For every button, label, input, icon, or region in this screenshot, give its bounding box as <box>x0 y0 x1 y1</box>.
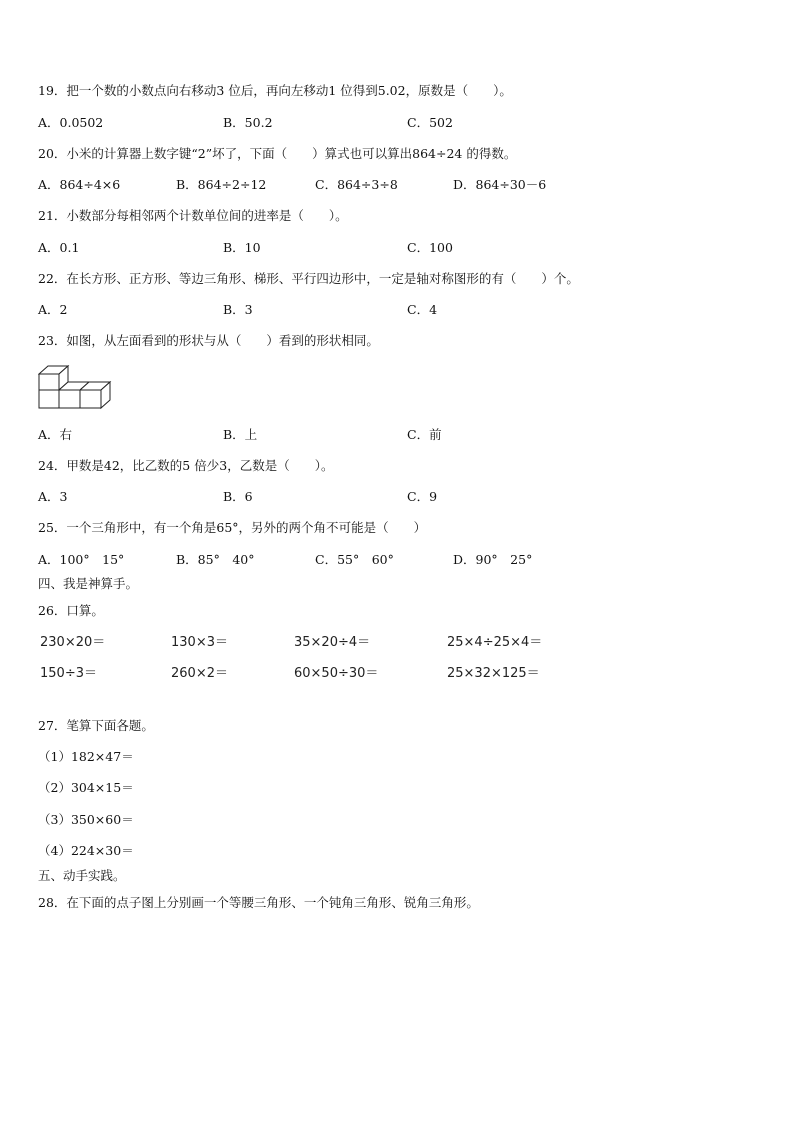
question-25: 25．一个三角形中，有一个角是65°，另外的两个角不可能是（ ） <box>38 520 427 535</box>
option-c: C．100 <box>407 240 453 255</box>
question-22: 22．在长方形、正方形、等边三角形、梯形、平行四边形中，一定是轴对称图形的有（ ）个。 <box>38 271 579 286</box>
cube-stack-figure <box>38 364 112 412</box>
oral-calc-8: 25×32×125＝ <box>447 666 540 681</box>
option-b: B．上 <box>223 427 258 442</box>
option-b: B．50.2 <box>223 115 273 130</box>
option-b: B．864÷2÷12 <box>176 177 267 192</box>
option-b: B．6 <box>223 489 253 504</box>
option-c: C．前 <box>407 427 442 442</box>
option-a: A．2 <box>38 302 68 317</box>
option-b: B．3 <box>223 302 253 317</box>
written-calc-3: （3）350×60＝ <box>38 812 134 827</box>
oral-calc-7: 60×50÷30＝ <box>294 666 379 681</box>
option-d: D．864÷30－6 <box>453 177 547 192</box>
question-20: 20．小米的计算器上数字键“2”坏了，下面（ ）算式也可以算出864÷24 的得数。 <box>38 146 517 161</box>
option-a: A．0.1 <box>38 240 80 255</box>
oral-calc-5: 150÷3＝ <box>40 666 97 681</box>
question-22-options <box>38 302 758 318</box>
option-c: C．55° 60° <box>315 552 394 567</box>
question-20-options <box>38 177 758 193</box>
question-23-options <box>38 427 758 443</box>
oral-calc-1: 230×20＝ <box>40 635 106 650</box>
option-d: D．90° 25° <box>453 552 533 567</box>
question-28: 28．在下面的点子图上分别画一个等腰三角形、一个钝角三角形、锐角三角形。 <box>38 895 479 910</box>
option-a: A．864÷4×6 <box>38 177 121 192</box>
question-26: 26．口算。 <box>38 603 104 618</box>
question-19: 19．把一个数的小数点向右移动3 位后，再向左移动1 位得到5.02，原数是（ ）。 <box>38 83 512 98</box>
option-c: C．4 <box>407 302 438 317</box>
written-calc-2: （2）304×15＝ <box>38 780 134 795</box>
written-calc-1: （1）182×47＝ <box>38 749 134 764</box>
option-c: C．9 <box>407 489 438 504</box>
question-24: 24．甲数是42，比乙数的5 倍少3，乙数是（ ）。 <box>38 458 334 473</box>
option-a: A．0.0502 <box>38 115 104 130</box>
option-a: A．3 <box>38 489 68 504</box>
question-21: 21．小数部分每相邻两个计数单位间的进率是（ ）。 <box>38 208 348 223</box>
option-a: A．右 <box>38 427 73 442</box>
question-27: 27．笔算下面各题。 <box>38 718 154 733</box>
oral-calc-4: 25×4÷25×4＝ <box>447 635 543 650</box>
option-a: A．100° 15° <box>38 552 125 567</box>
section-4-heading: 四、我是神算手。 <box>38 576 139 591</box>
option-b: B．85° 40° <box>176 552 255 567</box>
option-c: C．502 <box>407 115 453 130</box>
question-19-options <box>38 115 758 131</box>
option-c: C．864÷3÷8 <box>315 177 398 192</box>
oral-calc-6: 260×2＝ <box>171 666 228 681</box>
option-b: B．10 <box>223 240 261 255</box>
oral-calc-2: 130×3＝ <box>171 635 228 650</box>
written-calc-4: （4）224×30＝ <box>38 843 134 858</box>
question-23: 23．如图，从左面看到的形状与从（ ）看到的形状相同。 <box>38 333 379 348</box>
oral-calc-3: 35×20÷4＝ <box>294 635 371 650</box>
question-25-options <box>38 552 758 568</box>
question-24-options <box>38 489 758 505</box>
question-21-options <box>38 240 758 256</box>
section-5-heading: 五、动手实践。 <box>38 868 126 883</box>
